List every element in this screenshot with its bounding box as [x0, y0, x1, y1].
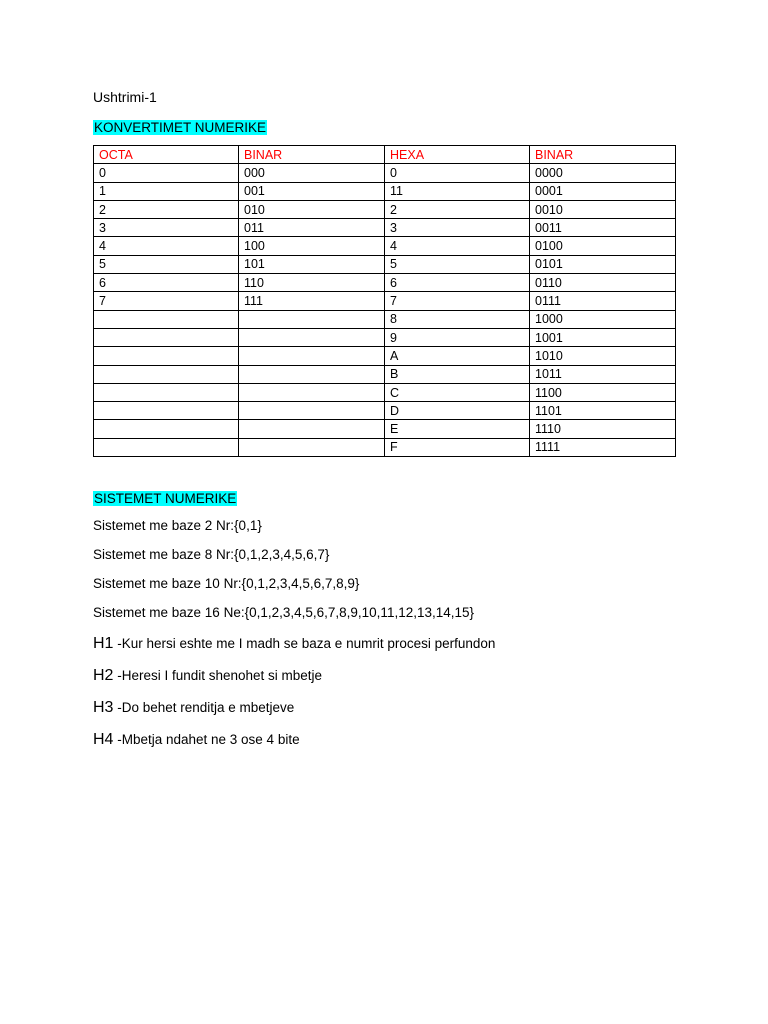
table-cell: 1000 [530, 310, 676, 328]
table-cell: 2 [94, 200, 239, 218]
rule-line-h1 [93, 635, 495, 653]
table-cell [239, 383, 385, 401]
rule-line-h4 [93, 731, 300, 749]
system-line-base-10: Sistemet me baze 10 Nr:{0,1,2,3,4,5,6,7,8,9} [93, 576, 360, 591]
table-cell: 011 [239, 219, 385, 237]
highlighted-heading: SISTEMET NUMERIKE [94, 491, 237, 506]
section-heading-conversions [93, 118, 267, 136]
rule-tag: H3 [93, 699, 114, 716]
table-cell [94, 402, 239, 420]
rule-line-h3 [93, 699, 294, 717]
table-cell [94, 365, 239, 383]
table-cell: 0001 [530, 182, 676, 200]
table-cell: 9 [385, 328, 530, 346]
rule-text: -Mbetja ndahet ne 3 ose 4 bite [113, 732, 300, 747]
table-cell: 010 [239, 200, 385, 218]
table-cell: E [385, 420, 530, 438]
table-row [94, 200, 676, 218]
table-cell: 6 [94, 274, 239, 292]
table-row [94, 164, 676, 182]
table-cell: 6 [385, 274, 530, 292]
table-row [94, 383, 676, 401]
system-line-base-2: Sistemet me baze 2 Nr:{0,1} [93, 518, 262, 533]
table-cell [94, 310, 239, 328]
table-cell: 0101 [530, 255, 676, 273]
table-cell: 001 [239, 182, 385, 200]
table-cell [94, 383, 239, 401]
table-row [94, 365, 676, 383]
table-cell [239, 365, 385, 383]
table-cell: 0011 [530, 219, 676, 237]
table-cell: 101 [239, 255, 385, 273]
table-cell: 1110 [530, 420, 676, 438]
table-cell [94, 420, 239, 438]
table-cell: 4 [385, 237, 530, 255]
rule-text: -Kur hersi eshte me I madh se baza e numrit procesi perfundon [113, 636, 496, 651]
table-cell: 0111 [530, 292, 676, 310]
table-cell: 1011 [530, 365, 676, 383]
table-cell [239, 328, 385, 346]
table-cell: 1111 [530, 438, 676, 456]
table-cell: 000 [239, 164, 385, 182]
document-title: Ushtrimi-1 [93, 89, 157, 105]
table-cell: 7 [385, 292, 530, 310]
table-row [94, 328, 676, 346]
table-cell [94, 347, 239, 365]
table-cell: 1101 [530, 402, 676, 420]
table-cell [239, 310, 385, 328]
table-cell: 110 [239, 274, 385, 292]
table-row [94, 255, 676, 273]
highlighted-heading: KONVERTIMET NUMERIKE [94, 120, 267, 135]
rule-tag: H1 [93, 635, 114, 652]
table-cell: 0 [94, 164, 239, 182]
table-row [94, 274, 676, 292]
table-cell: 1001 [530, 328, 676, 346]
table-row [94, 219, 676, 237]
rule-text: -Heresi I fundit shenohet si mbetje [113, 668, 323, 683]
table-row [94, 438, 676, 456]
table-cell: 0110 [530, 274, 676, 292]
table-cell: 5 [94, 255, 239, 273]
table-cell: A [385, 347, 530, 365]
rule-tag: H4 [93, 731, 114, 748]
table-row [94, 237, 676, 255]
table-cell: 4 [94, 237, 239, 255]
table-cell: 3 [94, 219, 239, 237]
table-cell: D [385, 402, 530, 420]
rule-tag: H2 [93, 667, 114, 684]
table-cell: 0100 [530, 237, 676, 255]
table-row [94, 310, 676, 328]
table-cell: 0 [385, 164, 530, 182]
table-cell [94, 438, 239, 456]
table-row [94, 292, 676, 310]
table-row [94, 420, 676, 438]
column-header-binar: BINAR [530, 146, 676, 164]
table-header-row [94, 146, 676, 164]
table-body [94, 164, 676, 457]
table-cell: 111 [239, 292, 385, 310]
table-cell: 5 [385, 255, 530, 273]
system-line-base-16: Sistemet me baze 16 Ne:{0,1,2,3,4,5,6,7,8,9,10,11,12,13,14,15} [93, 605, 475, 620]
table-cell: F [385, 438, 530, 456]
table-cell: 1 [94, 182, 239, 200]
table-cell [94, 328, 239, 346]
table-cell [239, 402, 385, 420]
table-row [94, 347, 676, 365]
rule-line-h2 [93, 667, 322, 685]
table-cell: C [385, 383, 530, 401]
table-row [94, 402, 676, 420]
table-cell: 100 [239, 237, 385, 255]
conversion-table [93, 145, 676, 457]
table-cell [239, 420, 385, 438]
column-header-binar: BINAR [239, 146, 385, 164]
table-row [94, 182, 676, 200]
system-line-base-8: Sistemet me baze 8 Nr:{0,1,2,3,4,5,6,7} [93, 547, 330, 562]
table-cell: 8 [385, 310, 530, 328]
table-cell [239, 438, 385, 456]
rule-text: -Do behet renditja e mbetjeve [113, 700, 295, 715]
table-cell: 1100 [530, 383, 676, 401]
table-cell: 1010 [530, 347, 676, 365]
section-heading-systems [93, 489, 237, 507]
table-cell: 11 [385, 182, 530, 200]
table-cell: 0000 [530, 164, 676, 182]
table-cell: B [385, 365, 530, 383]
table-cell: 0010 [530, 200, 676, 218]
table-cell: 2 [385, 200, 530, 218]
column-header-octa: OCTA [94, 146, 239, 164]
column-header-hexa: HEXA [385, 146, 530, 164]
table-cell: 3 [385, 219, 530, 237]
table-cell: 7 [94, 292, 239, 310]
table-cell [239, 347, 385, 365]
